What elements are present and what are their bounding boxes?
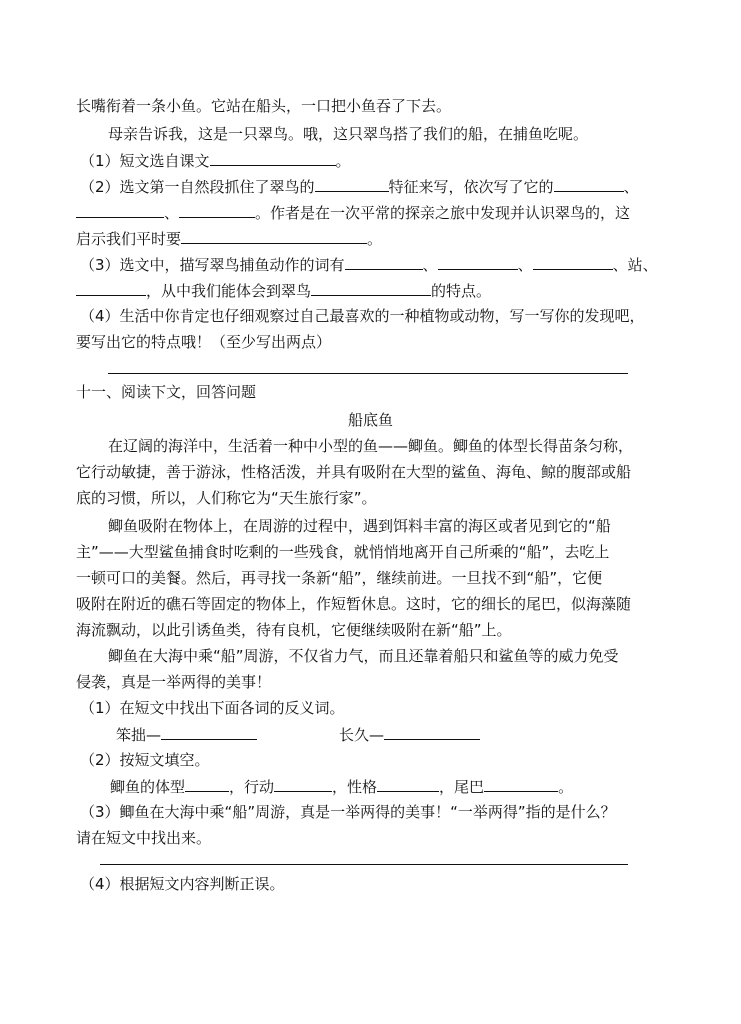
question-text: （1）在短文中找出下面各词的反义词。 (80, 699, 345, 717)
passage-line (76, 594, 631, 614)
passage-text: 主”——大型鲨鱼捕食时吃剩的一些残食，就悄悄地离开自己所乘的“船”，去吃上 (76, 543, 610, 561)
passage-line (76, 672, 271, 692)
question-text: 。作者是在一次平常的探亲之旅中发现并认识翠鸟的，这 (255, 204, 631, 222)
passage-line (108, 646, 619, 666)
punct: 。 (335, 152, 351, 170)
passage-line (108, 124, 588, 144)
question-3 (80, 254, 658, 275)
passage-title: 船底鱼 (347, 411, 393, 429)
question-2-cont (76, 202, 630, 223)
question-text: ，从中我们能体会到翠鸟 (146, 282, 312, 300)
question-text: （4）生活中你肯定也仔细观察过自己最喜欢的一种植物或动物，写一写你的发现吧， (80, 307, 645, 325)
answer-blank[interactable] (315, 176, 389, 192)
question-text: ，性格 (332, 778, 378, 796)
passage-line (76, 488, 377, 508)
passage-line (76, 620, 512, 640)
answer-blank[interactable] (274, 776, 332, 792)
question-text: 特征来写，依次写了它的 (388, 178, 554, 196)
answer-blank[interactable] (76, 202, 164, 218)
question-text: ，行动 (229, 778, 275, 796)
answer-blank[interactable] (210, 150, 336, 166)
antonym-word: 笨拙— (116, 726, 162, 744)
question-text: ，尾巴 (439, 778, 485, 796)
punct: 。 (558, 778, 574, 796)
passage-text: 它行动敏捷，善于游泳，性格活泼，并具有吸附在大型的鲨鱼、海龟、鲸的腹部或船 (76, 463, 632, 481)
question-3-cont (76, 280, 491, 301)
passage-text: 一顿可口的美餐。然后，再寻找一条新“船”，继续前进。一旦找不到“船”，它便 (76, 569, 603, 587)
passage-line (108, 436, 633, 456)
passage-line (76, 568, 602, 588)
passage-line (76, 542, 609, 562)
punct: 、 (517, 256, 533, 274)
question-4-cont (76, 332, 331, 352)
question-1 (80, 698, 345, 718)
answer-line[interactable] (100, 864, 628, 865)
question-text: 请在短文中找出来。 (76, 829, 212, 847)
punct: 、 (164, 204, 180, 222)
passage-text: 鲫鱼在大海中乘“船”周游，不仅省力气，而且还靠着船只和鲨鱼等的威力免受 (108, 647, 619, 665)
answer-blank[interactable] (438, 254, 518, 270)
passage-line (76, 462, 631, 482)
answer-blank[interactable] (345, 254, 423, 270)
question-text: （2）选文第一自然段抓住了翠鸟的 (80, 178, 315, 196)
question-text: 、站、 (612, 256, 658, 274)
antonym-row (116, 724, 480, 745)
fill-row (110, 776, 573, 797)
answer-blank[interactable] (533, 254, 613, 270)
answer-blank[interactable] (554, 176, 624, 192)
passage-text: 长嘴衔着一条小鱼。它站在船头，一口把小鱼吞了下去。 (76, 97, 452, 115)
question-text: 的特点。 (431, 282, 492, 300)
question-text: （2）按短文填空。 (80, 751, 210, 769)
question-2 (80, 750, 210, 770)
answer-blank[interactable] (384, 724, 480, 740)
question-3-cont (76, 828, 211, 848)
passage-line (108, 516, 611, 536)
answer-line[interactable] (108, 373, 628, 374)
question-4 (80, 874, 285, 894)
answer-blank[interactable] (161, 724, 257, 740)
passage-text: 鲫鱼吸附在物体上，在周游的过程中，遇到饵料丰富的海区或者见到它的“船 (108, 517, 611, 535)
answer-blank[interactable] (377, 776, 439, 792)
passage-text: 底的习惯，所以，人们称它为“天生旅行家”。 (76, 489, 377, 507)
question-1 (80, 150, 351, 171)
passage-text: 在辽阔的海洋中，生活着一种中小型的鱼——鲫鱼。鲫鱼的体型长得苗条匀称， (108, 437, 634, 455)
answer-blank[interactable] (311, 280, 431, 296)
question-text: （4）根据短文内容判断正误。 (80, 875, 285, 893)
answer-blank[interactable] (181, 228, 367, 244)
answer-blank[interactable] (185, 776, 229, 792)
passage-line (76, 96, 451, 116)
question-3 (80, 802, 616, 822)
answer-blank[interactable] (484, 776, 558, 792)
question-text: （1）短文选自课文 (80, 152, 210, 170)
punct: 、 (623, 178, 639, 196)
section-heading (76, 382, 256, 402)
passage-text: 海流飘动，以此引诱鱼类，待有良机，它便继续吸附在新“船”上。 (76, 621, 512, 639)
question-2 (80, 176, 639, 197)
question-4 (80, 306, 645, 326)
passage-text: 母亲告诉我，这是一只翠鸟。哦，这只翠鸟搭了我们的船，在捕鱼吃呢。 (108, 125, 589, 143)
antonym-word: 长久— (339, 726, 385, 744)
passage-text: 吸附在附近的礁石等固定的物体上，作短暂休息。这时，它的细长的尾巴，似海藻随 (76, 595, 632, 613)
answer-blank[interactable] (179, 202, 255, 218)
question-text: （3）选文中，描写翠鸟捕鱼动作的词有 (80, 256, 345, 274)
question-text: 启示我们平时要 (76, 230, 182, 248)
punct: 、 (422, 256, 438, 274)
passage-text: 侵袭，真是一举两得的美事！ (76, 673, 272, 691)
question-2-cont (76, 228, 382, 249)
question-text: 鲫鱼的体型 (110, 778, 186, 796)
question-text: （3）鲫鱼在大海中乘“船”周游，真是一举两得的美事！“一举两得”指的是什么？ (80, 803, 616, 821)
question-text: 要写出它的特点哦！（至少写出两点） (76, 333, 332, 351)
heading-text: 十一、阅读下文，回答问题 (76, 383, 257, 401)
punct: 。 (367, 230, 383, 248)
answer-blank[interactable] (76, 280, 146, 296)
